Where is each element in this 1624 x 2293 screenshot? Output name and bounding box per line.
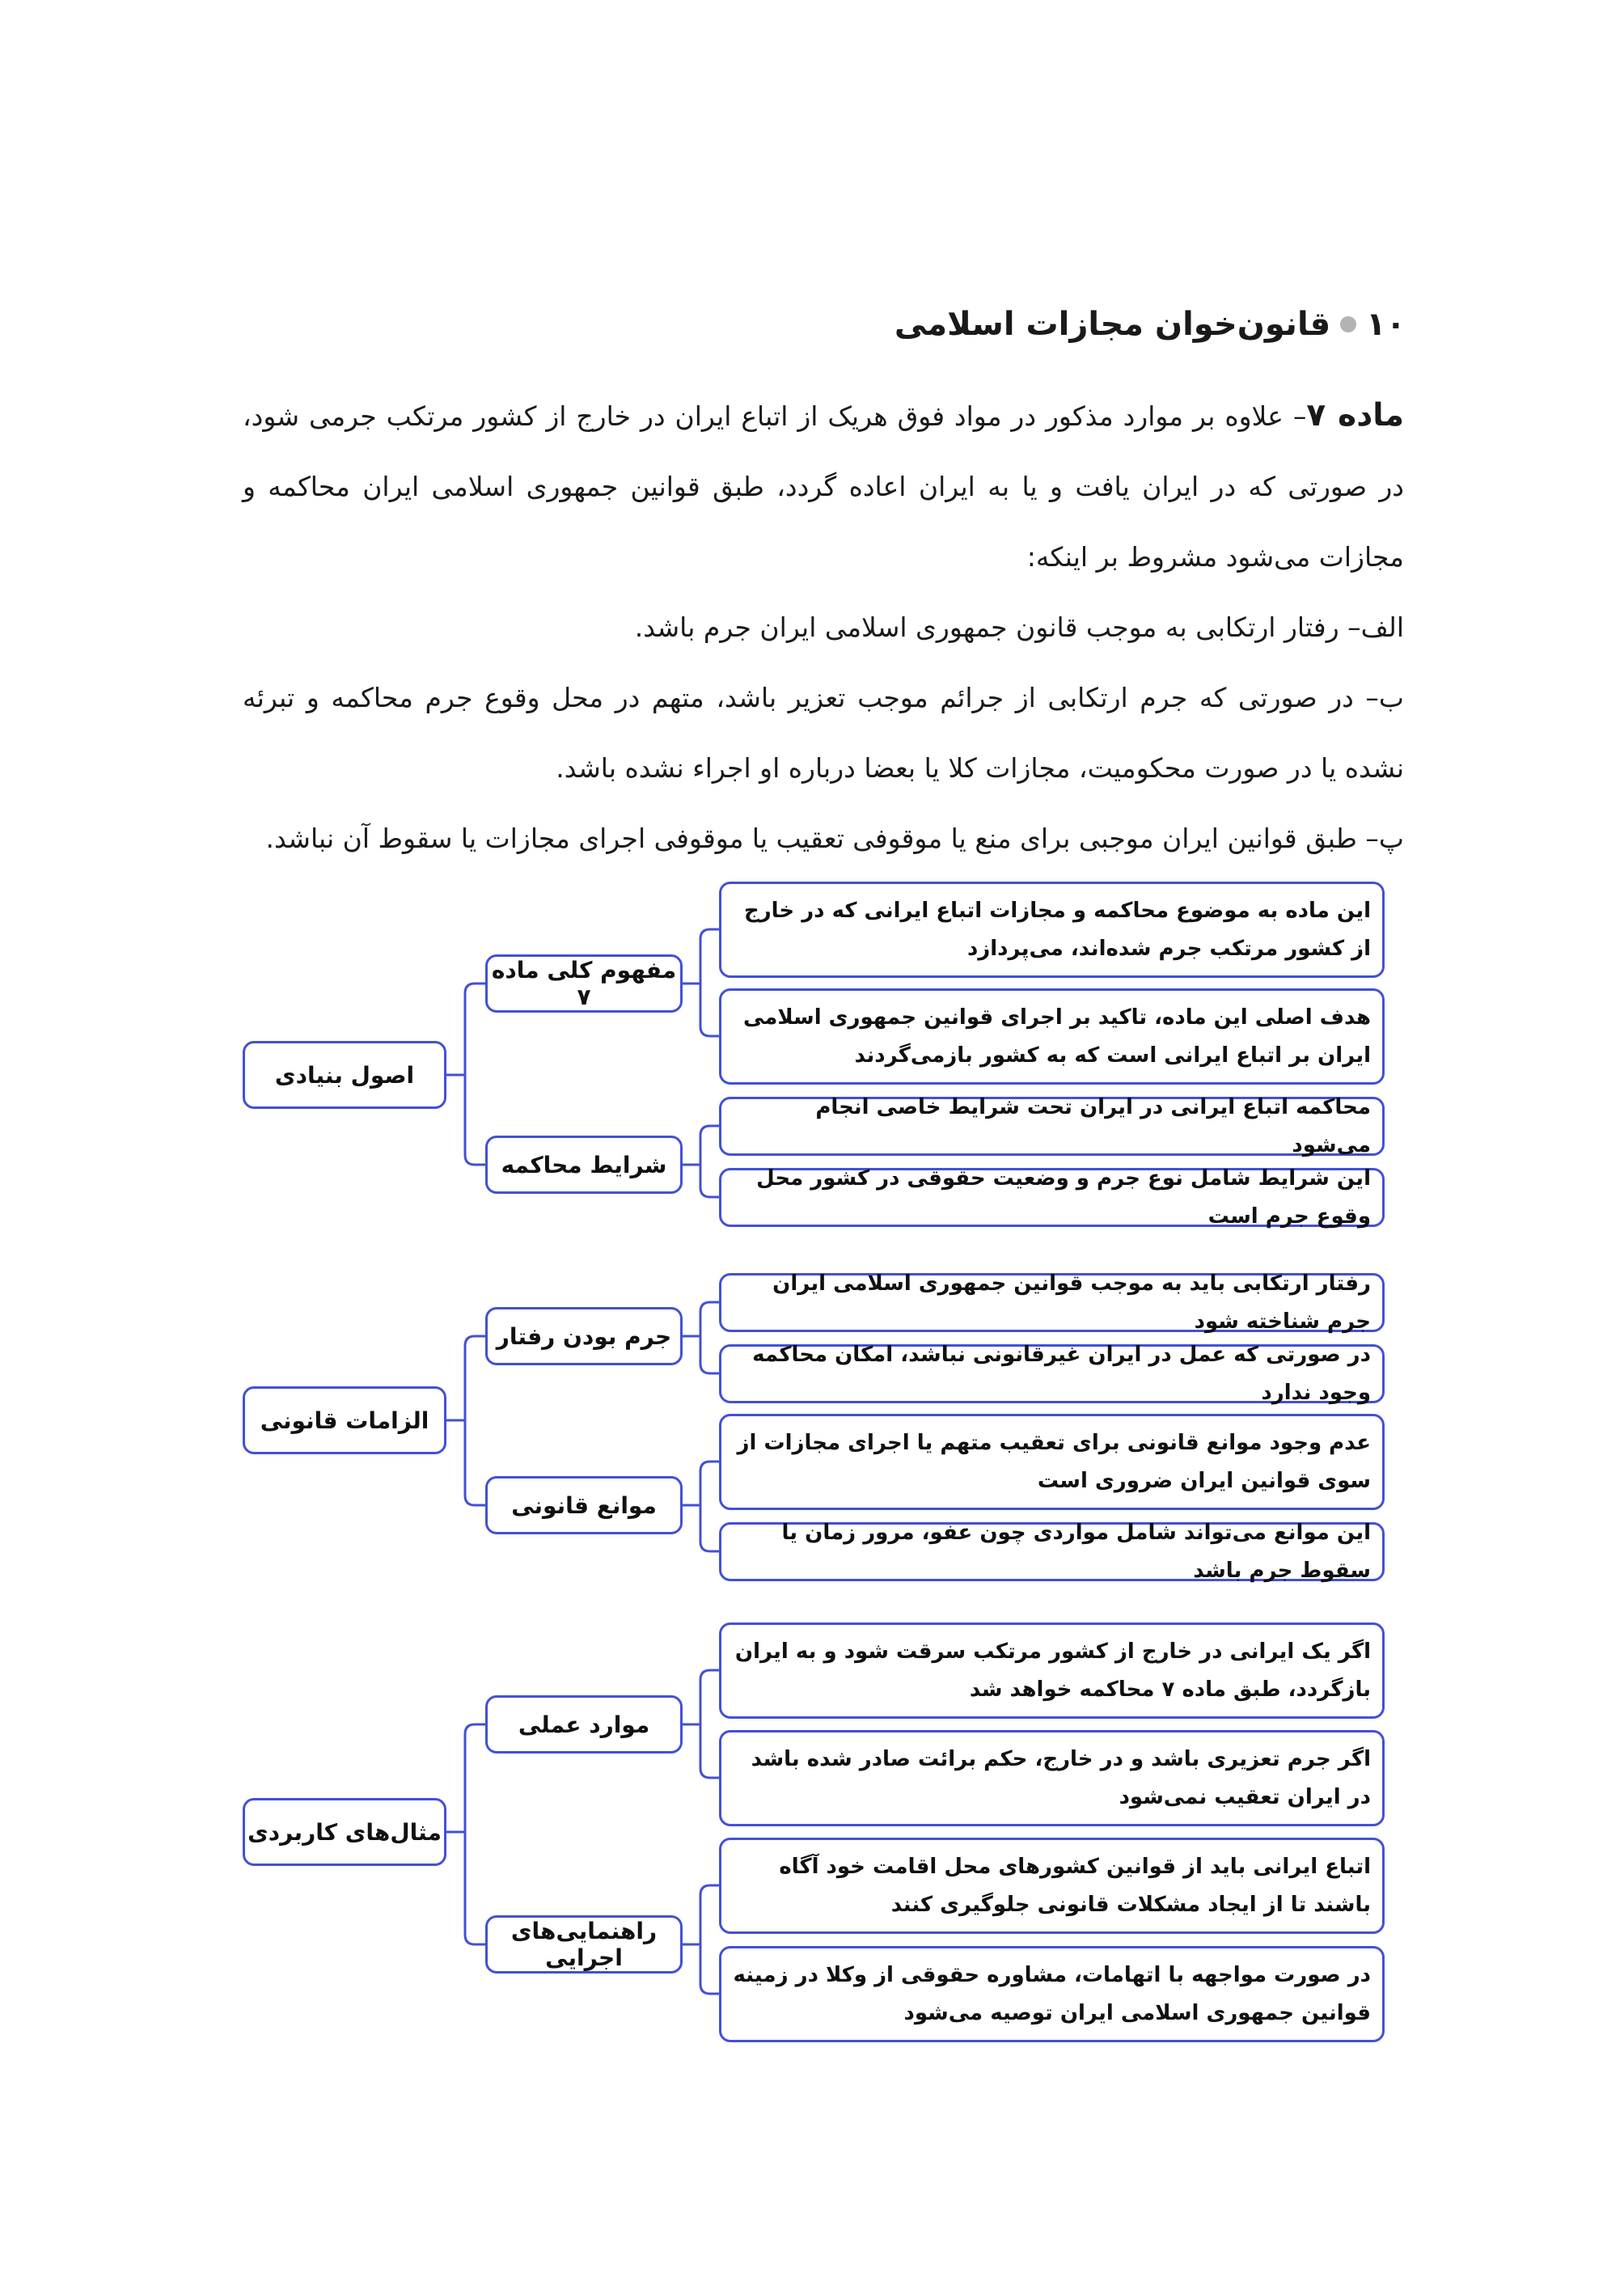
mindmap-leaf-node: در صورتی که عمل در ایران غیرقانونی نباشد، امکان محاکمه وجود ندارد [719,1344,1385,1403]
mindmap-leaf-node: عدم وجود موانع قانونی برای تعقیب متهم یا اجرای مجازات از سوی قوانین ایران ضروری است [719,1414,1385,1510]
connector-line [700,929,710,1036]
article-title: ماده ۷ [1306,397,1405,434]
mindmap-branch-node: شرایط محاکمه [485,1136,683,1194]
mindmap-leaf-node: این ماده به موضوع محاکمه و مجازات اتباع ایرانی که در خارج از کشور مرتکب جرم شده‌اند، می‌پردازد [719,882,1385,978]
mindmap-leaf-node: اگر جرم تعزیری باشد و در خارج، حکم برائت صادر شده باشد در ایران تعقیب نمی‌شود [719,1730,1385,1826]
mindmap-root-node: مثال‌های کاربردی [243,1798,446,1866]
mindmap-root-node: اصول بنیادی [243,1041,446,1109]
connector-line [465,984,475,1165]
mindmap-root-node: الزامات قانونی [243,1386,446,1454]
mindmap-branch-node: جرم بودن رفتار [485,1307,683,1365]
article-clause: ب– در صورتی که جرم ارتکابی از جرائم موجب تعزیر باشد، متهم در محل وقوع جرم محاکمه و تبرئه نشده یا در صورت محکومیت، مجازات کلا یا بعضا درباره او اجراء نشده باشد. [243,682,1404,784]
mindmap-leaf-node: هدف اصلی این ماده، تاکید بر اجرای قوانین جمهوری اسلامی ایران بر اتباع ایرانی است که به کشور بازمی‌گردند [719,988,1385,1085]
article-clause: پ– طبق قوانین ایران موجبی برای منع یا موقوفی تعقیب یا موقوفی اجرای مجازات یا سقوط آن نباشد. [265,823,1404,854]
connector-line [700,1302,710,1373]
mindmap-leaf-node: این موانع می‌تواند شامل مواردی چون عفو، مرور زمان یا سقوط جرم باشد [719,1522,1385,1581]
mindmap-leaf-node: این شرایط شامل نوع جرم و وضعیت حقوقی در کشور محل وقوع جرم است [719,1168,1385,1227]
page-number: ۱۰ [1366,306,1406,343]
mindmap-branch-node: موانع قانونی [485,1476,683,1534]
mindmap-branch-node: مفهوم کلی ماده ۷ [485,954,683,1013]
book-title: قانون‌خوان مجازات اسلامی [894,306,1331,343]
connector-line [465,1724,475,1944]
article-clause: الف– رفتار ارتکابی به موجب قانون جمهوری اسلامی ایران جرم باشد. [634,611,1404,643]
mindmap-leaf-node: اگر یک ایرانی در خارج از کشور مرتکب سرقت شود و به ایران بازگردد، طبق ماده ۷ محاکمه خواهد شد [719,1622,1385,1719]
mindmap-leaf-node: در صورت مواجهه با اتهامات، مشاوره حقوقی از وکلا در زمینه قوانین جمهوری اسلامی ایران توصیه می‌شود [719,1946,1385,2042]
mindmap-branch-node: موارد عملی [485,1695,683,1754]
connector-line [700,1462,710,1551]
article-intro: – علاوه بر موارد مذکور در مواد فوق هریک از اتباع ایران در خارج از کشور مرتکب جرمی شود، در صورتی که در ایران یافت و یا به ایران اعاده گردد، طبق قوانین جمهوری اسلامی ایران محاکمه و مجازات می‌شود مشروط بر اینکه: [243,400,1404,573]
connector-line [700,1126,710,1197]
mindmap-leaf-node: محاکمه اتباع ایرانی در ایران تحت شرایط خاصی انجام می‌شود [719,1097,1385,1156]
connector-line [465,1336,475,1505]
mindmap-branch-node: راهنمایی‌های اجرایی [485,1915,683,1974]
connector-line [700,1885,710,1994]
connector-line [700,1670,710,1778]
mindmap-leaf-node: رفتار ارتکابی باید به موجب قوانین جمهوری اسلامی ایران جرم شناخته شود [719,1273,1385,1332]
mindmap-leaf-node: اتباع ایرانی باید از قوانین کشورهای محل اقامت خود آگاه باشند تا از ایجاد مشکلات قانونی جلوگیری کنند [719,1838,1385,1934]
